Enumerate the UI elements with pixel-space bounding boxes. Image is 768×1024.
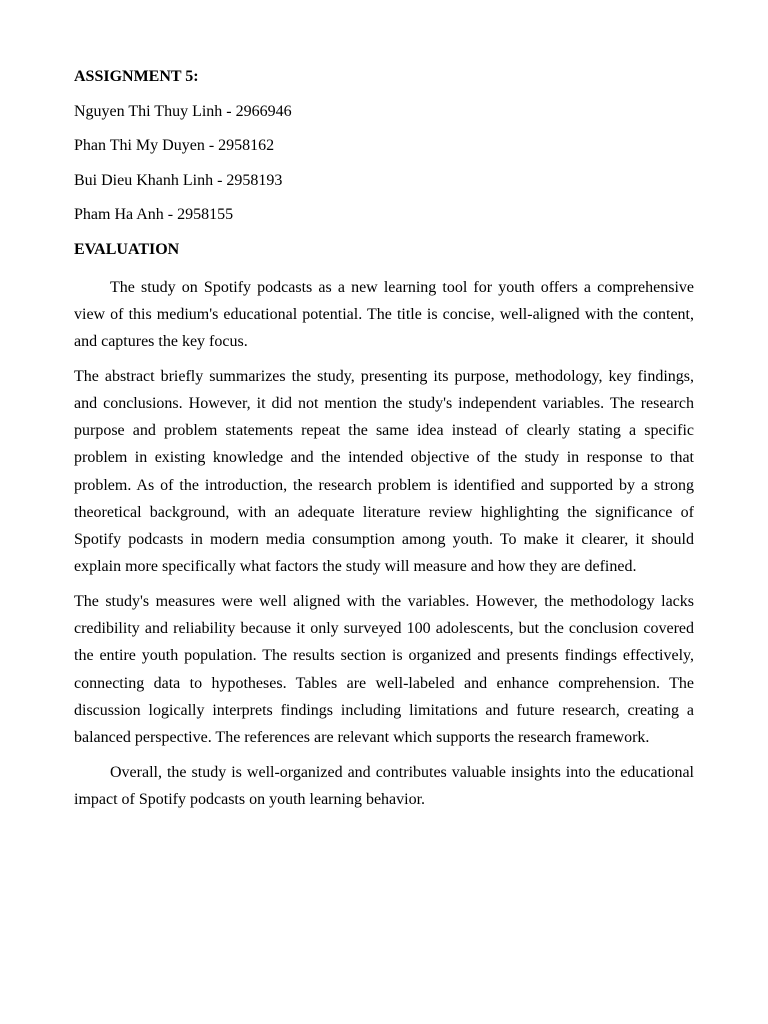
author-line-3: Bui Dieu Khanh Linh - 2958193 xyxy=(74,171,283,189)
paragraph-methodology: The study's measures were well aligned with the variables. However, the methodology lacks credibility and reliability because it only surveyed 100 adolescents, but the conclusion covered the entire youth population. The results section is organized and presents findings effectively, connecting data to hypotheses. Tables are well-labeled and enhance comprehension. The discussion logically interprets findings including limitations and future research, creating a balanced perspective. The references are relevant which supports the research framework. xyxy=(74,592,694,746)
section-heading: EVALUATION xyxy=(74,240,180,258)
paragraph-abstract: The abstract briefly summarizes the study, presenting its purpose, methodology, key findings, and conclusions. However, it did not mention the study's independent variables. The research purpose and problem statements repeat the same idea instead of clearly stating a specific problem in existing knowledge and the intended objective of the study in response to that problem. As of the introduction, the research problem is identified and supported by a strong theoretical background, with an adequate literature review highlighting the significance of Spotify podcasts in modern media consumption among youth. To make it clearer, it should explain more specifically what factors the study will measure and how they are defined. xyxy=(74,367,694,576)
document-title: ASSIGNMENT 5: xyxy=(74,68,199,85)
author-line-1: Nguyen Thi Thuy Linh - 2966946 xyxy=(74,102,292,120)
paragraph-conclusion: Overall, the study is well-organized and contributes valuable insights into the educational impact of Spotify podcasts on youth learning behavior. xyxy=(74,763,694,808)
paragraph-intro: The study on Spotify podcasts as a new learning tool for youth offers a comprehensive view of this medium's educational potential. The title is concise, well-aligned with the content, and captures the key focus. xyxy=(74,278,694,350)
author-line-4: Pham Ha Anh - 2958155 xyxy=(74,206,234,224)
author-line-2: Phan Thi My Duyen - 2958162 xyxy=(74,137,275,155)
document-page xyxy=(74,66,694,821)
